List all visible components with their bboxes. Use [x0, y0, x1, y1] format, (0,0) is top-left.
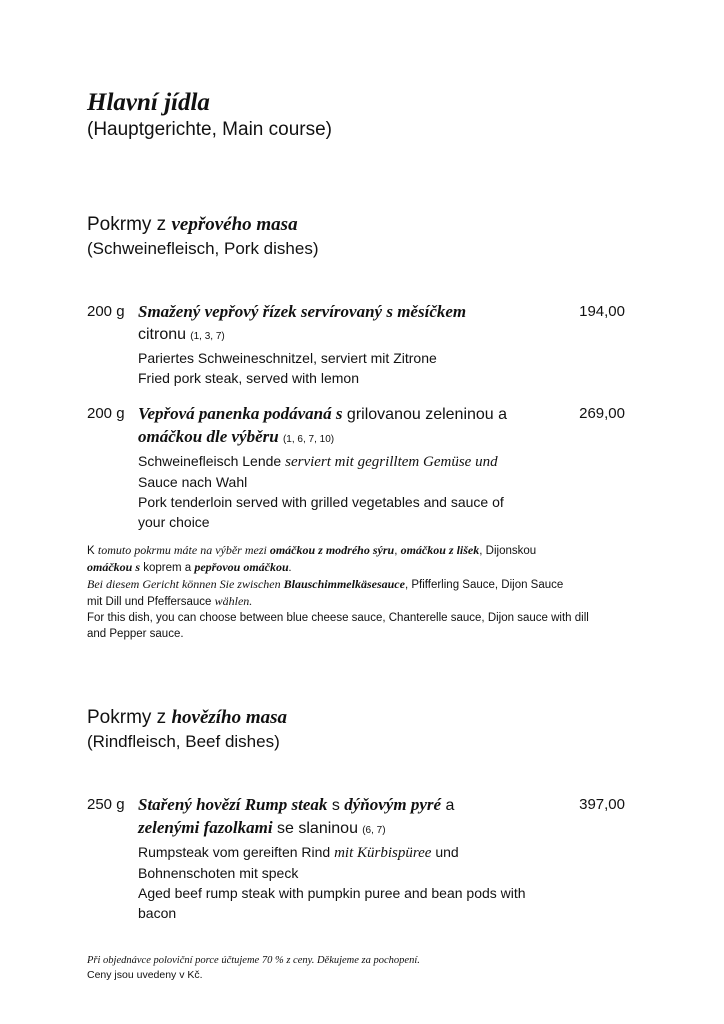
description-text: und: [431, 844, 459, 860]
dish-weight: 200 g: [87, 405, 125, 422]
note-strong: omáčkou s: [87, 560, 141, 574]
dish-weight: 200 g: [87, 303, 125, 320]
note-text: , Dijonskou: [479, 545, 537, 557]
menu-item-beef-rump-steak: [138, 794, 578, 923]
dish-price: 397,00: [579, 796, 625, 813]
section-title-emphasis: vepřového masa: [171, 214, 298, 235]
note-text: ,: [394, 545, 401, 557]
section-title-prefix: Pokrmy z: [87, 214, 172, 235]
allergen-codes: (1, 6, 7, 10): [282, 434, 335, 445]
description-text: Schweinefleisch Lende: [138, 453, 286, 469]
menu-item-pork-tenderloin: [138, 403, 578, 532]
dish-title-emphasis: Smažený vepřový řízek servírovaný s měsíčkem: [138, 302, 467, 321]
dish-title-plain: a: [441, 797, 455, 814]
dish-description-en: Fried pork steak, served with lemon: [138, 370, 359, 386]
note-strong: omáčkou z lišek: [400, 543, 480, 557]
dish-title-emphasis: omáčkou dle výběru: [138, 427, 279, 446]
sauce-note-cz: [87, 542, 627, 576]
dish-title: [138, 403, 578, 451]
dish-title-tail: citronu: [138, 326, 187, 343]
note-text: koprem a: [140, 562, 195, 574]
description-emphasis: mit Kürbispüree: [334, 845, 432, 861]
note-text: , Pfifferling Sauce, Dijon Sauce: [404, 579, 564, 591]
dish-description-de: Pariertes Schweineschnitzel, serviert mit Zitrone: [138, 350, 437, 366]
dish-description-de-line2: Bohnenschoten mit speck: [138, 865, 299, 881]
note-emphasis: .: [288, 560, 292, 574]
description-emphasis: serviert mit gegrilltem Gemüse und: [285, 454, 498, 470]
note-emphasis: tomuto pokrmu máte na výběr mezi: [97, 543, 270, 557]
page-subtitle: (Hauptgerichte, Main course): [87, 119, 332, 140]
page-title: Hlavní jídla: [87, 89, 210, 116]
dish-title-emphasis: Stařený hovězí Rump steak: [138, 795, 328, 814]
section-title-pork: [87, 213, 298, 237]
dish-description-en: Aged beef rump steak with pumpkin puree and bean pods with: [138, 885, 526, 901]
note-text: For this dish, you can choose between blue cheese sauce, Chanterelle sauce, Dijon sauce with dill: [87, 612, 589, 624]
allergen-codes: (1, 3, 7): [190, 331, 225, 342]
dish-description-en-line2: your choice: [138, 514, 210, 530]
dish-title-plain: grilovanou zeleninou a: [342, 406, 508, 423]
currency-note: Ceny jsou uvedeny v Kč.: [87, 969, 203, 981]
allergen-codes: (6, 7): [362, 825, 386, 836]
dish-description-en-line2: bacon: [138, 905, 177, 921]
menu-item-pork-schnitzel: [138, 301, 578, 388]
dish-price: 269,00: [579, 405, 625, 422]
section-title-prefix: Pokrmy z: [87, 707, 172, 728]
note-text: mit Dill und Pfeffersauce: [87, 596, 215, 608]
sauce-note-en: [87, 610, 627, 642]
dish-title: [138, 301, 578, 348]
note-emphasis: Bei diesem Gericht können Sie zwischen: [87, 577, 284, 591]
dish-title: [138, 794, 578, 842]
half-portion-note: Při objednávce poloviční porce účtujeme 70 % z ceny. Děkujeme za pochopení.: [87, 955, 420, 966]
dish-price: 194,00: [579, 303, 625, 320]
note-text: and Pepper sauce.: [87, 628, 184, 640]
note-strong: omáčkou z modrého sýru: [269, 543, 395, 557]
note-strong: Blauschimmelkäsesauce: [283, 577, 405, 591]
page-footer: [87, 953, 627, 983]
description-text: Rumpsteak vom gereiften Rind: [138, 844, 335, 860]
dish-description-de-line2: Sauce nach Wahl: [138, 474, 248, 490]
dish-title-emphasis: dýňovým pyré: [344, 795, 442, 814]
dish-title-plain: s: [327, 797, 345, 814]
dish-description-en: Pork tenderloin served with grilled vegetables and sauce of: [138, 494, 504, 510]
section-title-emphasis: hovězího masa: [171, 707, 288, 728]
dish-title-emphasis: Vepřová panenka podávaná s: [138, 404, 343, 423]
section-subtitle-beef: (Rindfleisch, Beef dishes): [87, 732, 280, 751]
section-subtitle-pork: (Schweinefleisch, Pork dishes): [87, 239, 319, 258]
dish-description-de: [138, 842, 578, 863]
dish-weight: 250 g: [87, 796, 125, 813]
dish-title-plain: se slaninou: [272, 820, 358, 837]
sauce-note: [87, 542, 627, 642]
note-strong: pepřovou omáčkou: [194, 560, 289, 574]
note-text: K: [87, 545, 98, 557]
sauce-note-de: [87, 576, 627, 610]
section-title-beef: [87, 706, 287, 730]
dish-description-de: [138, 451, 578, 472]
dish-title-emphasis: zelenými fazolkami: [138, 818, 273, 837]
note-emphasis: wählen.: [214, 594, 253, 608]
